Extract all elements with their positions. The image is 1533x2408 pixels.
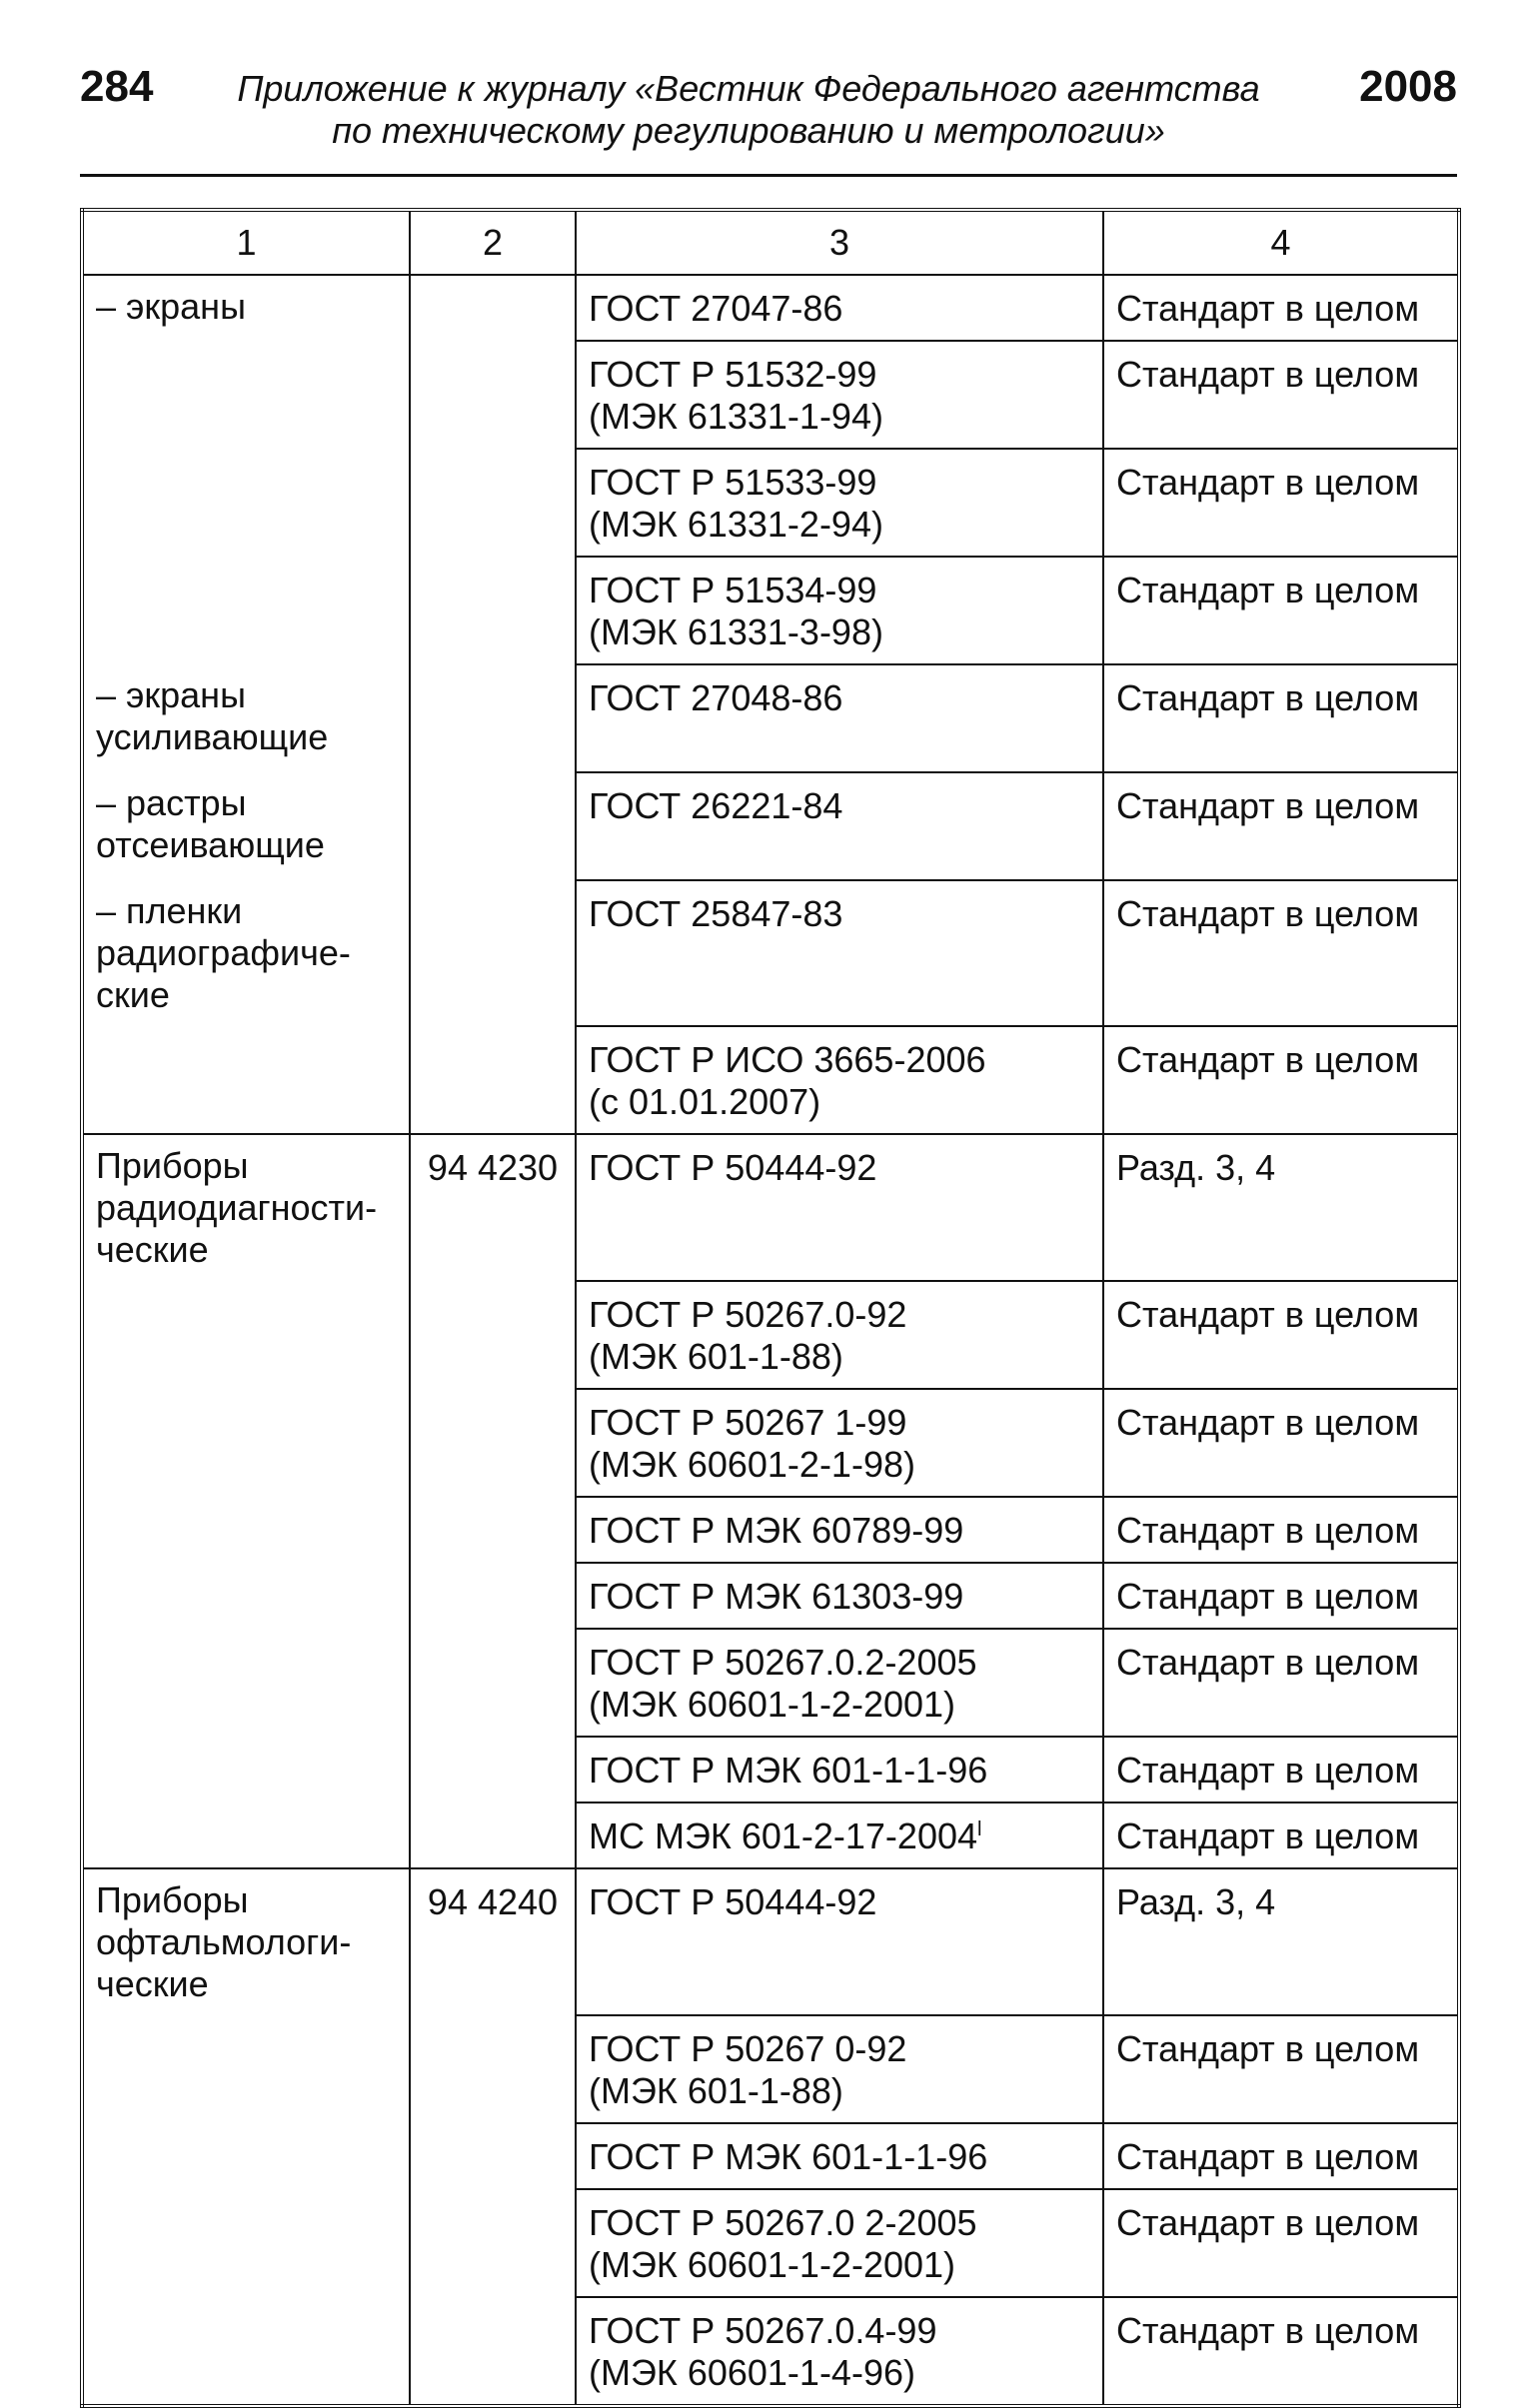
standard-cell xyxy=(576,1868,1103,2015)
column-header-4: 4 xyxy=(1103,210,1459,275)
standard-line: (МЭК 60601-2-1-98) xyxy=(589,1444,915,1485)
code-cell xyxy=(410,1026,576,1134)
standard-line xyxy=(589,719,1092,761)
category-cell xyxy=(82,1737,410,1803)
table-row xyxy=(82,449,1459,557)
standard-line: ГОСТ Р 50444-92 xyxy=(589,1881,877,1922)
scope-cell: Стандарт в целом xyxy=(1103,2189,1459,2297)
category-cell xyxy=(82,2189,410,2297)
standard-cell xyxy=(576,1563,1103,1629)
category-cell: – пленки радиографиче-ские xyxy=(82,880,410,1026)
table-row xyxy=(82,341,1459,449)
category-cell xyxy=(82,1026,410,1134)
table-row xyxy=(82,1497,1459,1563)
scope-cell: Стандарт в целом xyxy=(1103,664,1459,772)
scope-cell: Разд. 3, 4 xyxy=(1103,1134,1459,1281)
scope-cell: Стандарт в целом xyxy=(1103,1026,1459,1134)
footnote-marker: l xyxy=(977,1818,982,1840)
standard-cell xyxy=(576,772,1103,880)
scope-cell: Стандарт в целом xyxy=(1103,557,1459,664)
standard-line: ГОСТ 27048-86 xyxy=(589,677,843,718)
scope-cell: Стандарт в целом xyxy=(1103,1497,1459,1563)
table-row xyxy=(82,1389,1459,1497)
category-cell xyxy=(82,341,410,449)
scope-cell: Стандарт в целом xyxy=(1103,1563,1459,1629)
table-row xyxy=(82,1868,1459,2015)
standard-line: ГОСТ Р МЭК 60789-99 xyxy=(589,1510,964,1551)
journal-title-line-2: по техническому регулированию и метрологии» xyxy=(332,110,1165,151)
table-row xyxy=(82,2297,1459,2406)
code-cell xyxy=(410,2189,576,2297)
standard-line: ГОСТ Р 50267.0-92 xyxy=(589,1294,907,1335)
standards-table-container xyxy=(80,208,1457,2408)
table-row xyxy=(82,1737,1459,1803)
table-row xyxy=(82,2189,1459,2297)
table-row xyxy=(82,1134,1459,1281)
scope-cell: Стандарт в целом xyxy=(1103,449,1459,557)
standard-line: ГОСТ Р МЭК 61303-99 xyxy=(589,1576,964,1617)
table-row xyxy=(82,2123,1459,2189)
page-header xyxy=(80,62,1457,182)
code-cell xyxy=(410,1389,576,1497)
standard-line: ГОСТ Р МЭК 601-1-1-96 xyxy=(589,2136,988,2177)
code-cell xyxy=(410,1629,576,1737)
category-cell xyxy=(82,2015,410,2123)
scope-cell: Стандарт в целом xyxy=(1103,275,1459,341)
table-row xyxy=(82,880,1459,1026)
scope-cell: Разд. 3, 4 xyxy=(1103,1868,1459,2015)
code-cell xyxy=(410,1281,576,1389)
standard-line: (МЭК 61331-2-94) xyxy=(589,504,883,545)
code-cell: 94 4230 xyxy=(410,1134,576,1281)
code-cell xyxy=(410,275,576,341)
standard-cell xyxy=(576,1629,1103,1737)
column-header-2: 2 xyxy=(410,210,576,275)
standard-line: (с 01.01.2007) xyxy=(589,1081,821,1122)
category-cell xyxy=(82,449,410,557)
table-row xyxy=(82,2015,1459,2123)
category-cell: – экраны xyxy=(82,275,410,341)
standard-line: ГОСТ Р 50267.0.4-99 xyxy=(589,2310,937,2351)
standard-cell xyxy=(576,664,1103,772)
header-rule xyxy=(80,174,1457,177)
code-cell xyxy=(410,2015,576,2123)
table-row xyxy=(82,275,1459,341)
scope-cell: Стандарт в целом xyxy=(1103,772,1459,880)
scope-cell: Стандарт в целом xyxy=(1103,341,1459,449)
table-row xyxy=(82,1563,1459,1629)
standard-cell xyxy=(576,1026,1103,1134)
standard-line: (МЭК 61331-3-98) xyxy=(589,611,883,652)
standard-cell xyxy=(576,880,1103,1026)
category-cell: – растры отсеивающие xyxy=(82,772,410,880)
table-row xyxy=(82,772,1459,880)
code-cell xyxy=(410,449,576,557)
standard-line: ГОСТ Р 51534-99 xyxy=(589,570,877,610)
scope-cell: Стандарт в целом xyxy=(1103,2297,1459,2406)
scope-cell: Стандарт в целом xyxy=(1103,2015,1459,2123)
table-row xyxy=(82,1281,1459,1389)
standard-line: ГОСТ Р 50267.0.2-2005 xyxy=(589,1642,977,1683)
category-cell xyxy=(82,1497,410,1563)
standard-line: (МЭК 60601-1-2-2001) xyxy=(589,2244,956,2285)
standard-line: (МЭК 601-1-88) xyxy=(589,2070,843,2111)
standard-cell xyxy=(576,1497,1103,1563)
category-cell xyxy=(82,1389,410,1497)
code-cell xyxy=(410,2123,576,2189)
code-cell xyxy=(410,664,576,772)
standard-line: (МЭК 61331-1-94) xyxy=(589,396,883,437)
standard-cell xyxy=(576,1281,1103,1389)
code-cell xyxy=(410,1737,576,1803)
scope-cell: Стандарт в целом xyxy=(1103,1629,1459,1737)
table-row xyxy=(82,557,1459,664)
table-row xyxy=(82,1026,1459,1134)
standard-line: МС МЭК 601-2-17-2004 xyxy=(589,1815,978,1856)
standard-line: ГОСТ Р 50267.0 2-2005 xyxy=(589,2202,977,2243)
standard-line: ГОСТ 25847-83 xyxy=(589,893,843,934)
scope-cell: Стандарт в целом xyxy=(1103,1737,1459,1803)
code-cell xyxy=(410,1563,576,1629)
scope-cell: Стандарт в целом xyxy=(1103,1803,1459,1868)
standard-line xyxy=(589,827,1092,869)
column-header-1: 1 xyxy=(82,210,410,275)
standard-line: ГОСТ Р МЭК 601-1-1-96 xyxy=(589,1750,988,1791)
table-row xyxy=(82,1803,1459,1868)
standard-cell xyxy=(576,2123,1103,2189)
standard-cell xyxy=(576,341,1103,449)
code-cell xyxy=(410,2297,576,2406)
category-cell xyxy=(82,2123,410,2189)
standard-cell xyxy=(576,449,1103,557)
code-cell xyxy=(410,1803,576,1868)
scope-cell: Стандарт в целом xyxy=(1103,1389,1459,1497)
standard-line: ГОСТ Р 50267 0-92 xyxy=(589,2028,907,2069)
standard-line-with-footnote xyxy=(589,1815,1092,1857)
code-cell: 94 4240 xyxy=(410,1868,576,2015)
category-cell xyxy=(82,1803,410,1868)
scope-cell: Стандарт в целом xyxy=(1103,1281,1459,1389)
category-cell xyxy=(82,1629,410,1737)
scope-cell: Стандарт в целом xyxy=(1103,880,1459,1026)
standard-cell xyxy=(576,1737,1103,1803)
scope-cell: Стандарт в целом xyxy=(1103,2123,1459,2189)
table-row xyxy=(82,1629,1459,1737)
category-cell xyxy=(82,557,410,664)
code-cell xyxy=(410,341,576,449)
category-cell xyxy=(82,1281,410,1389)
standard-line: ГОСТ 27047-86 xyxy=(589,288,843,329)
standard-line: ГОСТ Р 50444-92 xyxy=(589,1147,877,1188)
standard-cell xyxy=(576,275,1103,341)
standard-line: (МЭК 601-1-88) xyxy=(589,1336,843,1377)
journal-title xyxy=(200,68,1297,152)
journal-title-line-1: Приложение к журналу «Вестник Федерального агентства xyxy=(237,68,1260,109)
standard-line: ГОСТ Р 50267 1-99 xyxy=(589,1402,907,1443)
code-cell xyxy=(410,557,576,664)
standard-line: (МЭК 60601-1-4-96) xyxy=(589,2352,915,2393)
standard-cell xyxy=(576,2015,1103,2123)
standard-line: (МЭК 60601-1-2-2001) xyxy=(589,1684,956,1725)
category-cell: – экраны усиливающие xyxy=(82,664,410,772)
category-cell: Приборы офтальмологи-ческие xyxy=(82,1868,410,2015)
code-cell xyxy=(410,880,576,1026)
table-row xyxy=(82,664,1459,772)
page-number: 284 xyxy=(80,62,154,111)
code-cell xyxy=(410,772,576,880)
category-cell: Приборы радиодиагности-ческие xyxy=(82,1134,410,1281)
standard-line: ГОСТ Р ИСО 3665-2006 xyxy=(589,1039,986,1080)
table-body xyxy=(82,275,1459,2406)
table-header-row xyxy=(82,210,1459,275)
category-cell xyxy=(82,1563,410,1629)
standard-cell xyxy=(576,1803,1103,1868)
standard-line: ГОСТ 26221-84 xyxy=(589,785,843,826)
standard-cell xyxy=(576,2189,1103,2297)
standard-cell xyxy=(576,1389,1103,1497)
category-cell xyxy=(82,2297,410,2406)
standard-cell xyxy=(576,1134,1103,1281)
standard-cell xyxy=(576,557,1103,664)
code-cell xyxy=(410,1497,576,1563)
standards-table xyxy=(80,208,1461,2408)
standard-line: ГОСТ Р 51533-99 xyxy=(589,462,877,503)
standard-line: ГОСТ Р 51532-99 xyxy=(589,354,877,395)
standard-cell xyxy=(576,2297,1103,2406)
column-header-3: 3 xyxy=(576,210,1103,275)
publication-year: 2008 xyxy=(1359,62,1457,111)
